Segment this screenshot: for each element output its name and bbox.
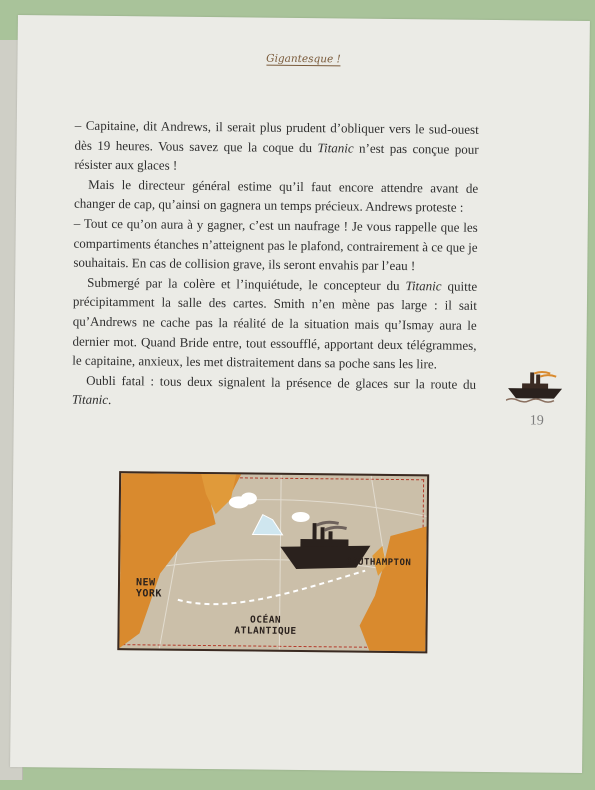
europe-land [359,526,426,652]
paragraph [74,116,479,179]
paragraph-text: – Capitaine, dit Andrews, il serait plus prudent d’obliquer vers le sud-ouest dès 19 heures. Vous savez que la coque du [74,117,479,155]
paragraph [72,272,477,374]
southampton-label: SOUTHAMPTON [346,557,412,569]
atlantic-route [178,569,365,606]
book-page [10,15,590,773]
italic-title: Titanic [71,391,109,408]
paragraph-text: Submergé par la colère et l’inquiétude, le concepteur du [87,274,406,293]
italic-title: Titanic [405,277,442,294]
paragraph [72,370,476,413]
page-number: 19 [529,413,544,429]
titanic-route-illustration [117,471,429,653]
paragraph [74,174,478,217]
paragraph-text: . [107,392,112,408]
iceberg-icon [253,515,283,535]
paragraph-text: – Tout ce qu’on aura à y gagner, c’est un naufrage ! Je vous rappelle que les compartiments étanches n’atteignent pas le plafond, contrairement à ce que je souhaitais. En cas de collision grave, ils seront envahis par l’eau ! [73,215,478,274]
italic-title: Titanic [317,139,354,156]
ship-icon [506,370,564,405]
new-york-label: NEW YORK [135,577,163,600]
running-head [17,50,589,68]
body-text [72,116,479,414]
ocean-label: OCÉAN ATLANTIQUE [234,614,297,637]
paragraph-text: quitte précipitamment la salle des cartes. Smith n’en mène pas large : il sait qu’Andrews ne cache pas la réalité de la situation mais qu’Ismay aura le dernier mot. Quand Bride entre, tout essoufflé, apportant deux télégrammes, le capitaine, anxieux, les met distraitement dans sa poche sans les lire. [72,278,478,372]
paragraph-text: Mais le directeur général estime qu’il faut encore attendre avant de changer de cap, qu’ainsi on gagnera un temps précieux. Andrews proteste : [73,176,479,216]
paragraph-text: Oubli fatal : tous deux signalent la présence de glaces sur la route du [86,372,477,392]
paragraph [73,214,478,277]
running-head-text: Gigantesque ! [266,52,341,66]
paragraph-text: n’est pas conçue pour résister aux glaces ! [74,140,479,173]
